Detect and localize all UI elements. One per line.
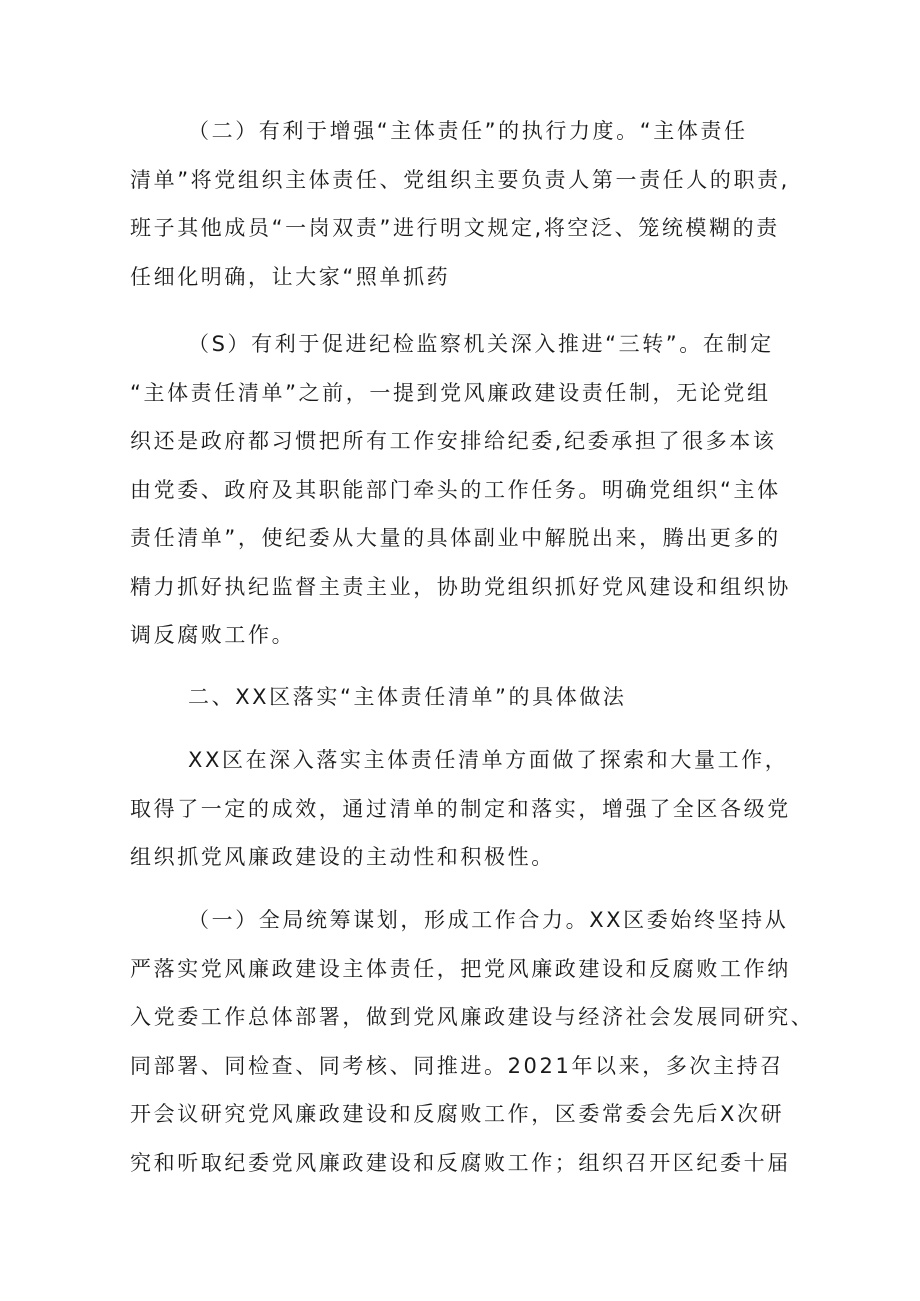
paragraph-4: [130, 896, 815, 1187]
paragraph-line: 取得了一定的成效，通过清单的制定和落实，增强了全区各级党: [130, 796, 791, 821]
paragraph-line: “主体责任清单”之前，一提到党风廉政建设责任制，无论党组: [130, 380, 771, 405]
paragraph-line: （S）有利于促进纪检监察机关深入推进“三转”。在制定: [188, 332, 774, 356]
paragraph-line: 开会议研究党风廉政建设和反腐败工作，区委常委会先后X次研: [130, 1102, 785, 1126]
paragraph-line: 组织抓党风廉政建设的主动性和积极性。: [130, 845, 555, 869]
paragraph-line: 责任清单”，使纪委从大量的具体副业中解脱出来，腾出更多的: [130, 526, 781, 550]
paragraph-1: [130, 107, 810, 301]
paragraph-3: [130, 736, 810, 882]
paragraph-line: 精力抓好执纪监督主责主业，协助党组织抓好党风建设和组织协: [130, 574, 791, 599]
paragraph-line: （一）全局统筹谋划，形成工作合力。XX区委始终坚持从: [188, 908, 789, 932]
paragraph-line: 入党委工作总体部署，做到党风廉政建设与经济社会发展同研究、: [130, 1005, 815, 1029]
paragraph-line: 清单”将党组织主体责任、党组织主要负责人第一责任人的职责,: [130, 167, 790, 192]
paragraph-line: XX区在深入落实主体责任清单方面做了探索和大量工作，: [188, 748, 789, 772]
section-heading: [130, 673, 810, 722]
paragraph-line: 同部署、同检查、同考核、同推进。2021年以来，多次主持召: [130, 1053, 784, 1078]
paragraph-line: （二）有利于增强“主体责任”的执行力度。“主体责任: [188, 119, 748, 143]
paragraph-2: [130, 320, 810, 660]
paragraph-line: 任细化明确，让大家“照单抓药: [130, 264, 451, 289]
paragraph-line: 究和听取纪委党风廉政建设和反腐败工作；组织召开区纪委十届: [130, 1150, 791, 1175]
paragraph-line: 调反腐败工作。: [130, 623, 296, 647]
paragraph-line: 班子其他成员“一岗双责”进行明文规定,将空泛、笼统模糊的责: [130, 216, 780, 240]
paragraph-line: 由党委、政府及其职能部门牵头的工作任务。明确党组织“主体: [130, 477, 781, 502]
paragraph-line: 严落实党风廉政建设主体责任，把党风廉政建设和反腐败工作纳: [130, 956, 791, 981]
paragraph-line: 织还是政府都习惯把所有工作安排给纪委,纪委承担了很多本该: [130, 429, 777, 453]
section-heading-text: 二、XX区落实“主体责任清单”的具体做法: [188, 685, 627, 709]
